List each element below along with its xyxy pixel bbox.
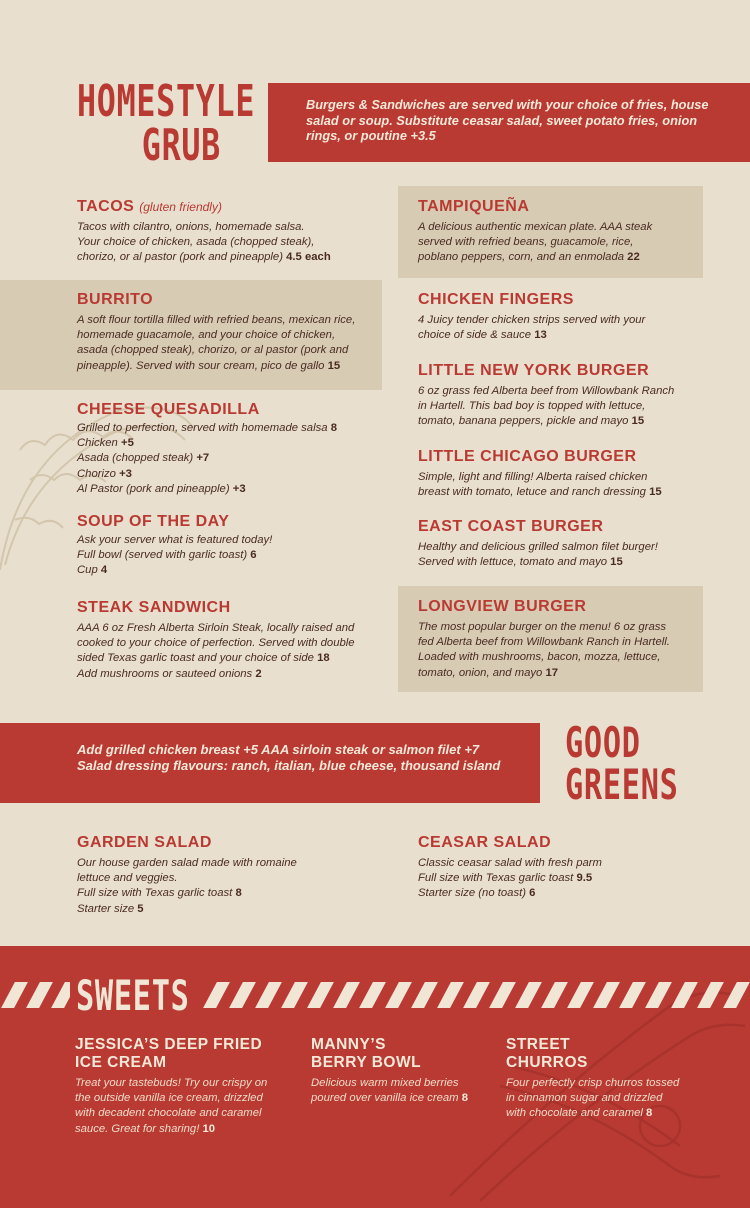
desc-line: in Hartell. This bad boy is topped with lettuce, [418, 400, 646, 413]
item-description [77, 220, 377, 266]
desc-line: 4 Juicy tender chicken strips served with your [418, 314, 646, 326]
desc-line: sided Texas garlic toast and your choice of side 18 [77, 652, 330, 665]
item-price: 8 [330, 422, 337, 434]
greens-heading-line2: GREENS [565, 760, 679, 809]
item-description [418, 620, 703, 681]
sweet-description [311, 1076, 501, 1106]
desc-line: poured over vanilla ice cream 8 [311, 1092, 468, 1105]
desc-line: pineapple). Served with sour cream, pico de gallo 15 [77, 359, 341, 372]
item-little-new-york-burger [418, 362, 708, 430]
item-title-text: LITTLE NEW YORK BURGER [418, 362, 650, 379]
sweet-title-line: CHURROS [506, 1054, 588, 1071]
desc-line: Simple, light and filling! Alberta raised chicken [418, 471, 648, 483]
item-price: 6 [250, 549, 257, 562]
item-price: +3 [119, 467, 132, 480]
item-title-text: EAST COAST BURGER [418, 518, 604, 535]
item-title-text: CHICKEN FINGERS [418, 291, 574, 308]
homestyle-heading-line2: GRUB [141, 120, 221, 171]
item-subtitle: (gluten friendly) [139, 200, 222, 214]
desc-line: Healthy and delicious grilled salmon filet burger! [418, 541, 658, 553]
item-title-text: TACOS [77, 198, 135, 215]
item-title-text: TAMPIQUEÑA [418, 198, 530, 215]
item-steak-sandwich [77, 599, 382, 682]
sweet-item-street-churros [506, 1036, 721, 1122]
greens-banner [0, 723, 540, 803]
item-tacos [77, 198, 377, 266]
item-cheese-quesadilla [77, 401, 377, 497]
item-price: 2 [255, 667, 262, 680]
desc-row: Full size with Texas garlic toast 9.5 [418, 872, 593, 885]
item-longview-burger [418, 598, 703, 681]
desc-row: Asada (chopped steak) +7 [77, 452, 210, 465]
desc-row: Full size with Texas garlic toast 8 [77, 887, 242, 900]
item-description [77, 421, 377, 497]
item-title-text: LONGVIEW BURGER [418, 598, 587, 615]
item-title-text: CHEESE QUESADILLA [77, 401, 260, 418]
desc-row: Starter size 5 [77, 902, 144, 915]
desc-line: Treat your tastebuds! Try our crispy on [75, 1077, 268, 1089]
desc-line: Served with lettuce, tomato and mayo 15 [418, 556, 623, 569]
item-burrito [77, 291, 382, 374]
desc-line: choice of side & sauce 13 [418, 329, 547, 342]
item-price: 15 [610, 556, 623, 569]
desc-line: 6 oz grass fed Alberta beef from Willowbank Ranch [418, 385, 675, 397]
desc-line: tomato, banana peppers, pickle and mayo 15 [418, 415, 645, 428]
item-title-text: BURRITO [77, 291, 154, 308]
greens-banner-line2: Salad dressing flavours: ranch, italian, blue cheese, thousand island [77, 758, 501, 773]
desc-line: Delicious warm mixed berries [311, 1077, 459, 1089]
desc-line: Tacos with cilantro, onions, homemade salsa. [77, 221, 305, 233]
item-soup-of-the-day [77, 513, 377, 579]
sweets-stripes-right [202, 982, 750, 1010]
item-description [418, 470, 708, 500]
sweet-item-berry-bowl [311, 1036, 501, 1106]
item-price: +7 [196, 452, 210, 465]
desc-row: Cup 4 [77, 564, 108, 577]
item-price: 13 [534, 329, 547, 342]
item-title-text: STEAK SANDWICH [77, 599, 231, 616]
item-price: +3 [232, 482, 246, 495]
sweet-description [506, 1076, 721, 1122]
sweet-item-fried-ice-cream [75, 1036, 300, 1137]
desc-row: Al Pastor (pork and pineapple) +3 [77, 482, 246, 495]
sweets-stripes-left [0, 982, 70, 1010]
item-title-text: SOUP OF THE DAY [77, 513, 230, 530]
item-east-coast-burger [418, 518, 708, 570]
item-tampiquena [418, 198, 703, 266]
sweet-title [75, 1036, 300, 1072]
desc-line: Your choice of chicken, asada (chopped steak), [77, 236, 315, 249]
item-price: 9.5 [576, 872, 593, 885]
item-price: 17 [545, 666, 559, 679]
item-price: 8 [646, 1107, 653, 1120]
sweet-title-line: ICE CREAM [75, 1054, 167, 1071]
desc-line: Loaded with mushrooms, bacon, mozza, lettuce, [418, 651, 661, 664]
desc-line: A delicious authentic mexican plate. AAA steak [418, 221, 653, 233]
desc-line: chorizo, or al pastor (pork and pineapple) 4.5 each [77, 251, 331, 264]
sweet-title-line: MANNY’S [311, 1036, 386, 1053]
desc-line: tomato, onion, and mayo 17 [418, 666, 559, 679]
item-description [77, 621, 382, 682]
desc-line: in cinnamon sugar and drizzled [506, 1092, 663, 1105]
item-description [418, 540, 708, 570]
item-description [418, 220, 703, 266]
desc-line: cooked to your choice of perfection. Served with double [77, 637, 355, 650]
sweet-title-line: BERRY BOWL [311, 1054, 422, 1071]
desc-line: AAA 6 oz Fresh Alberta Sirloin Steak, locally raised and [77, 622, 355, 634]
greens-heading-line1: GOOD [565, 718, 641, 767]
item-description [77, 856, 377, 917]
desc-line: served with refried beans, guacamole, rice, [418, 236, 634, 249]
homestyle-banner-text: Burgers & Sandwiches are served with your choice of fries, house salad or soup. Substitute ceasar salad, sweet potato fries, onion rings, or poutine +3.5 [306, 97, 709, 143]
item-chicken-fingers [418, 291, 708, 343]
item-price: 4.5 each [286, 251, 331, 264]
desc-line: homemade guacamole, and your choice of chicken, [77, 329, 336, 342]
item-price: 5 [137, 902, 144, 915]
sweets-section [0, 946, 750, 1208]
sweet-title-line: STREET [506, 1036, 571, 1053]
desc-line: A soft flour tortilla filled with refried beans, mexican rice, [77, 314, 356, 326]
item-price: 10 [202, 1122, 216, 1135]
desc-row: Chicken +5 [77, 437, 134, 450]
item-price: 15 [327, 359, 341, 372]
homestyle-heading [77, 76, 256, 171]
item-title-text: LITTLE CHICAGO BURGER [418, 448, 637, 465]
item-price: 6 [529, 887, 536, 900]
desc-line: poblano peppers, corn, and an enmolada 22 [418, 251, 640, 264]
desc-row: Our house garden salad made with romaine [77, 857, 297, 869]
desc-line: asada (chopped steak), chorizo, or al pastor (pork and [77, 344, 349, 357]
item-price: 4 [100, 564, 108, 577]
desc-row: Ask your server what is featured today! [77, 534, 273, 546]
greens-banner-line1: Add grilled chicken breast +5 AAA sirloin steak or salmon filet +7 [77, 742, 480, 757]
greens-heading [565, 718, 679, 809]
item-description [418, 856, 708, 902]
desc-row: Classic ceasar salad with fresh parm [418, 857, 602, 869]
homestyle-banner [268, 83, 750, 162]
desc-row: Full bowl (served with garlic toast) 6 [77, 549, 257, 562]
desc-row: lettuce and veggies. [77, 872, 178, 885]
item-title [77, 198, 377, 216]
desc-row: Grilled to perfection, served with homemade salsa 8 [77, 422, 337, 434]
desc-line: sauce. Great for sharing! 10 [75, 1122, 216, 1135]
item-little-chicago-burger [418, 448, 708, 500]
item-price: 18 [317, 652, 330, 665]
item-title-text: CEASAR SALAD [418, 834, 552, 851]
item-garden-salad [77, 834, 377, 917]
desc-row: Starter size (no toast) 6 [418, 887, 536, 900]
homestyle-heading-line1: HOMESTYLE [77, 76, 256, 127]
desc-line: fed Alberta beef from Willowbank Ranch in Hartell. [418, 636, 670, 649]
desc-line: breast with tomato, letuce and ranch dressing 15 [418, 486, 662, 499]
sweet-title-line: JESSICA’S DEEP FRIED [75, 1036, 263, 1053]
sweet-title [506, 1036, 721, 1072]
item-description [418, 313, 708, 343]
sweets-heading: SWEETS [76, 971, 190, 1020]
desc-line: the outside vanilla ice cream, drizzled [75, 1092, 263, 1105]
item-description [77, 313, 382, 374]
item-ceasar-salad [418, 834, 708, 902]
desc-line: Four perfectly crisp churros tossed [506, 1077, 680, 1089]
item-price: +5 [120, 437, 134, 450]
desc-line: Add mushrooms or sauteed onions 2 [77, 667, 262, 680]
item-price: 8 [235, 887, 242, 900]
desc-line: The most popular burger on the menu! 6 oz grass [418, 621, 667, 633]
item-description [418, 384, 708, 430]
item-price: 15 [631, 415, 645, 428]
item-price: 8 [461, 1092, 468, 1105]
item-price: 22 [627, 251, 640, 264]
item-description [77, 533, 377, 579]
sweet-title [311, 1036, 501, 1072]
sweet-description [75, 1076, 300, 1137]
desc-row: Chorizo +3 [77, 467, 132, 480]
item-title-text: GARDEN SALAD [77, 834, 212, 851]
item-price: 15 [649, 486, 662, 499]
desc-line: with decadent chocolate and caramel [75, 1107, 262, 1120]
desc-line: with chocolate and caramel 8 [506, 1107, 653, 1120]
